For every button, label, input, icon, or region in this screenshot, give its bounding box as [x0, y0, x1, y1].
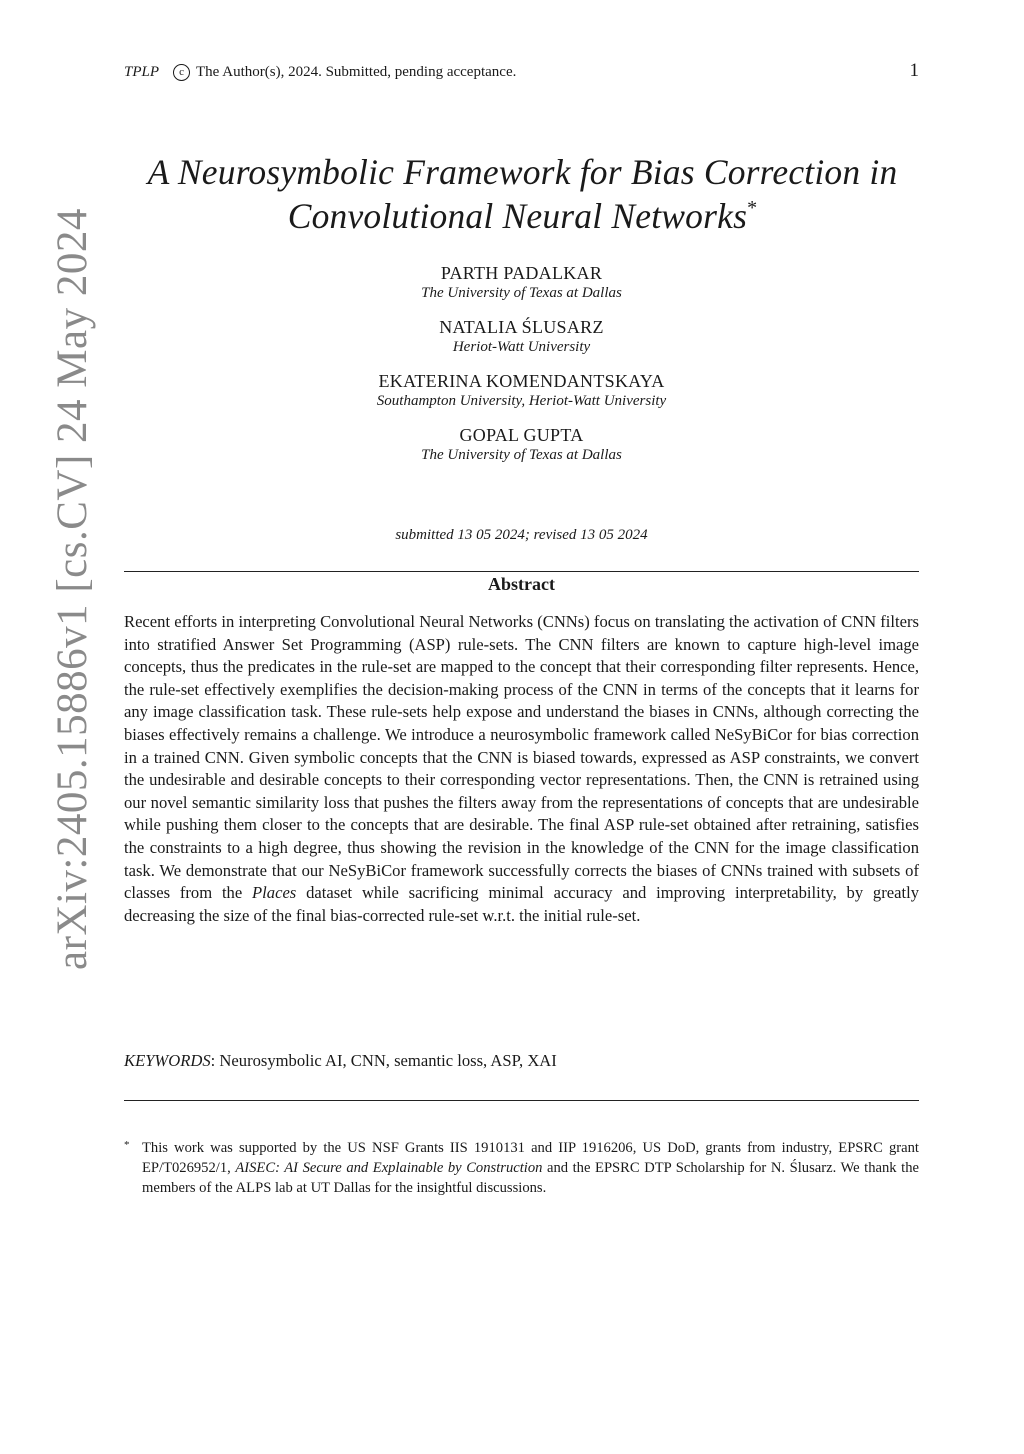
author-block [124, 370, 919, 411]
running-header [124, 60, 919, 82]
author-name: NATALIA ŚLUSARZ [439, 317, 604, 337]
page-number: 1 [909, 60, 919, 81]
footnote-grant-title: AISEC: AI Secure and Explainable by Construction [235, 1160, 543, 1176]
author-affiliation: Southampton University, Heriot-Watt University [376, 393, 667, 409]
keywords-separator: : [210, 1051, 220, 1070]
keywords-line [124, 1051, 919, 1071]
author-affiliation: The University of Texas at Dallas [421, 447, 622, 463]
abstract-heading: Abstract [488, 574, 555, 594]
abstract-text-part-2: dataset while sacrificing minimal accuracy and improving interpretability, by greatly decreasing the size of the final bias-corrected rule-set w.r.t. the initial rule-set. [124, 883, 919, 925]
arxiv-identifier-stamp: arXiv:2405.15886v1 [cs.CV] 24 May 2024 [49, 208, 96, 970]
abstract-text-part-1: Recent efforts in interpreting Convolutional Neural Networks (CNNs) focus on translating the activation of CNN filters into stratified Answer Set Programming (ASP) rule-sets. The CNN filters are known to capture high-level image concepts, thus the predicates in the rule-set are mapped to the concept that their corresponding filter represents. Hence, the rule-set effectively exemplifies the decision-making process of the CNN in terms of the concepts that it learns for any image classification task. These rule-sets help expose and understand the biases in CNNs, although correcting the biases effectively remains a challenge. We introduce a neurosymbolic framework called NeSyBiCor for bias correction in a trained CNN. Given symbolic concepts that the CNN is biased towards, expressed as ASP constraints, we convert the undesirable and desirable concepts to their corresponding vector representations. Then, the CNN is retrained using our novel semantic similarity loss that pushes the filters away from the representations of concepts that are undesirable while pushing them closer to the concepts that are desirable. The final ASP rule-set obtained after retraining, satisfies the constraints to a high degree, thus showing the revision in the knowledge of the CNN for the image classification task. We demonstrate that our NeSyBiCor framework successfully corrects the biases of CNNs trained with subsets of classes from the [124, 612, 919, 903]
author-block [124, 316, 919, 357]
title-line-2: Convolutional Neural Networks [287, 196, 748, 236]
copyright-text: The Author(s), 2024. Submitted, pending acceptance. [196, 64, 517, 80]
footnote-text-part-2: and the EPSRC DTP Scholarship for N. Ślusarz. We thank the members of the ALPS lab at UT Dallas for the insightful discussions. [142, 1160, 920, 1196]
author-block [124, 424, 919, 465]
author-name: EKATERINA KOMENDANTSKAYA [378, 371, 665, 391]
title-footnote-marker: * [747, 197, 758, 219]
abstract-text [124, 611, 919, 927]
title-line-1: A Neurosymbolic Framework for Bias Correction in [147, 152, 898, 192]
author-list [124, 262, 919, 478]
author-name: GOPAL GUPTA [459, 425, 584, 445]
paper-title [100, 150, 945, 238]
footnote-text-part-1: This work was supported by the US NSF Grants IIS 1910131 and IIP 1916206, US DoD, grants from industry, EPSRC grant EP/T026952/1, [142, 1140, 919, 1176]
copyright-icon: c [173, 64, 190, 81]
keywords-list: Neurosymbolic AI, CNN, semantic loss, ASP, XAI [219, 1051, 557, 1070]
author-block [124, 262, 919, 303]
abstract-top-rule [124, 571, 919, 572]
abstract-dataset-name: Places [252, 883, 297, 903]
abstract-bottom-rule [124, 1100, 919, 1101]
author-affiliation: The University of Texas at Dallas [421, 285, 622, 301]
title-footnote [124, 1138, 919, 1198]
keywords-label: KEYWORDS [124, 1051, 211, 1070]
submission-dates: submitted 13 05 2024; revised 13 05 2024 [395, 527, 648, 543]
copyright-line [173, 64, 909, 81]
author-name: PARTH PADALKAR [440, 263, 603, 283]
author-affiliation: Heriot-Watt University [452, 339, 591, 355]
journal-name: TPLP [124, 64, 160, 80]
footnote-marker: * [124, 1139, 130, 1151]
footnote-text [142, 1138, 919, 1198]
